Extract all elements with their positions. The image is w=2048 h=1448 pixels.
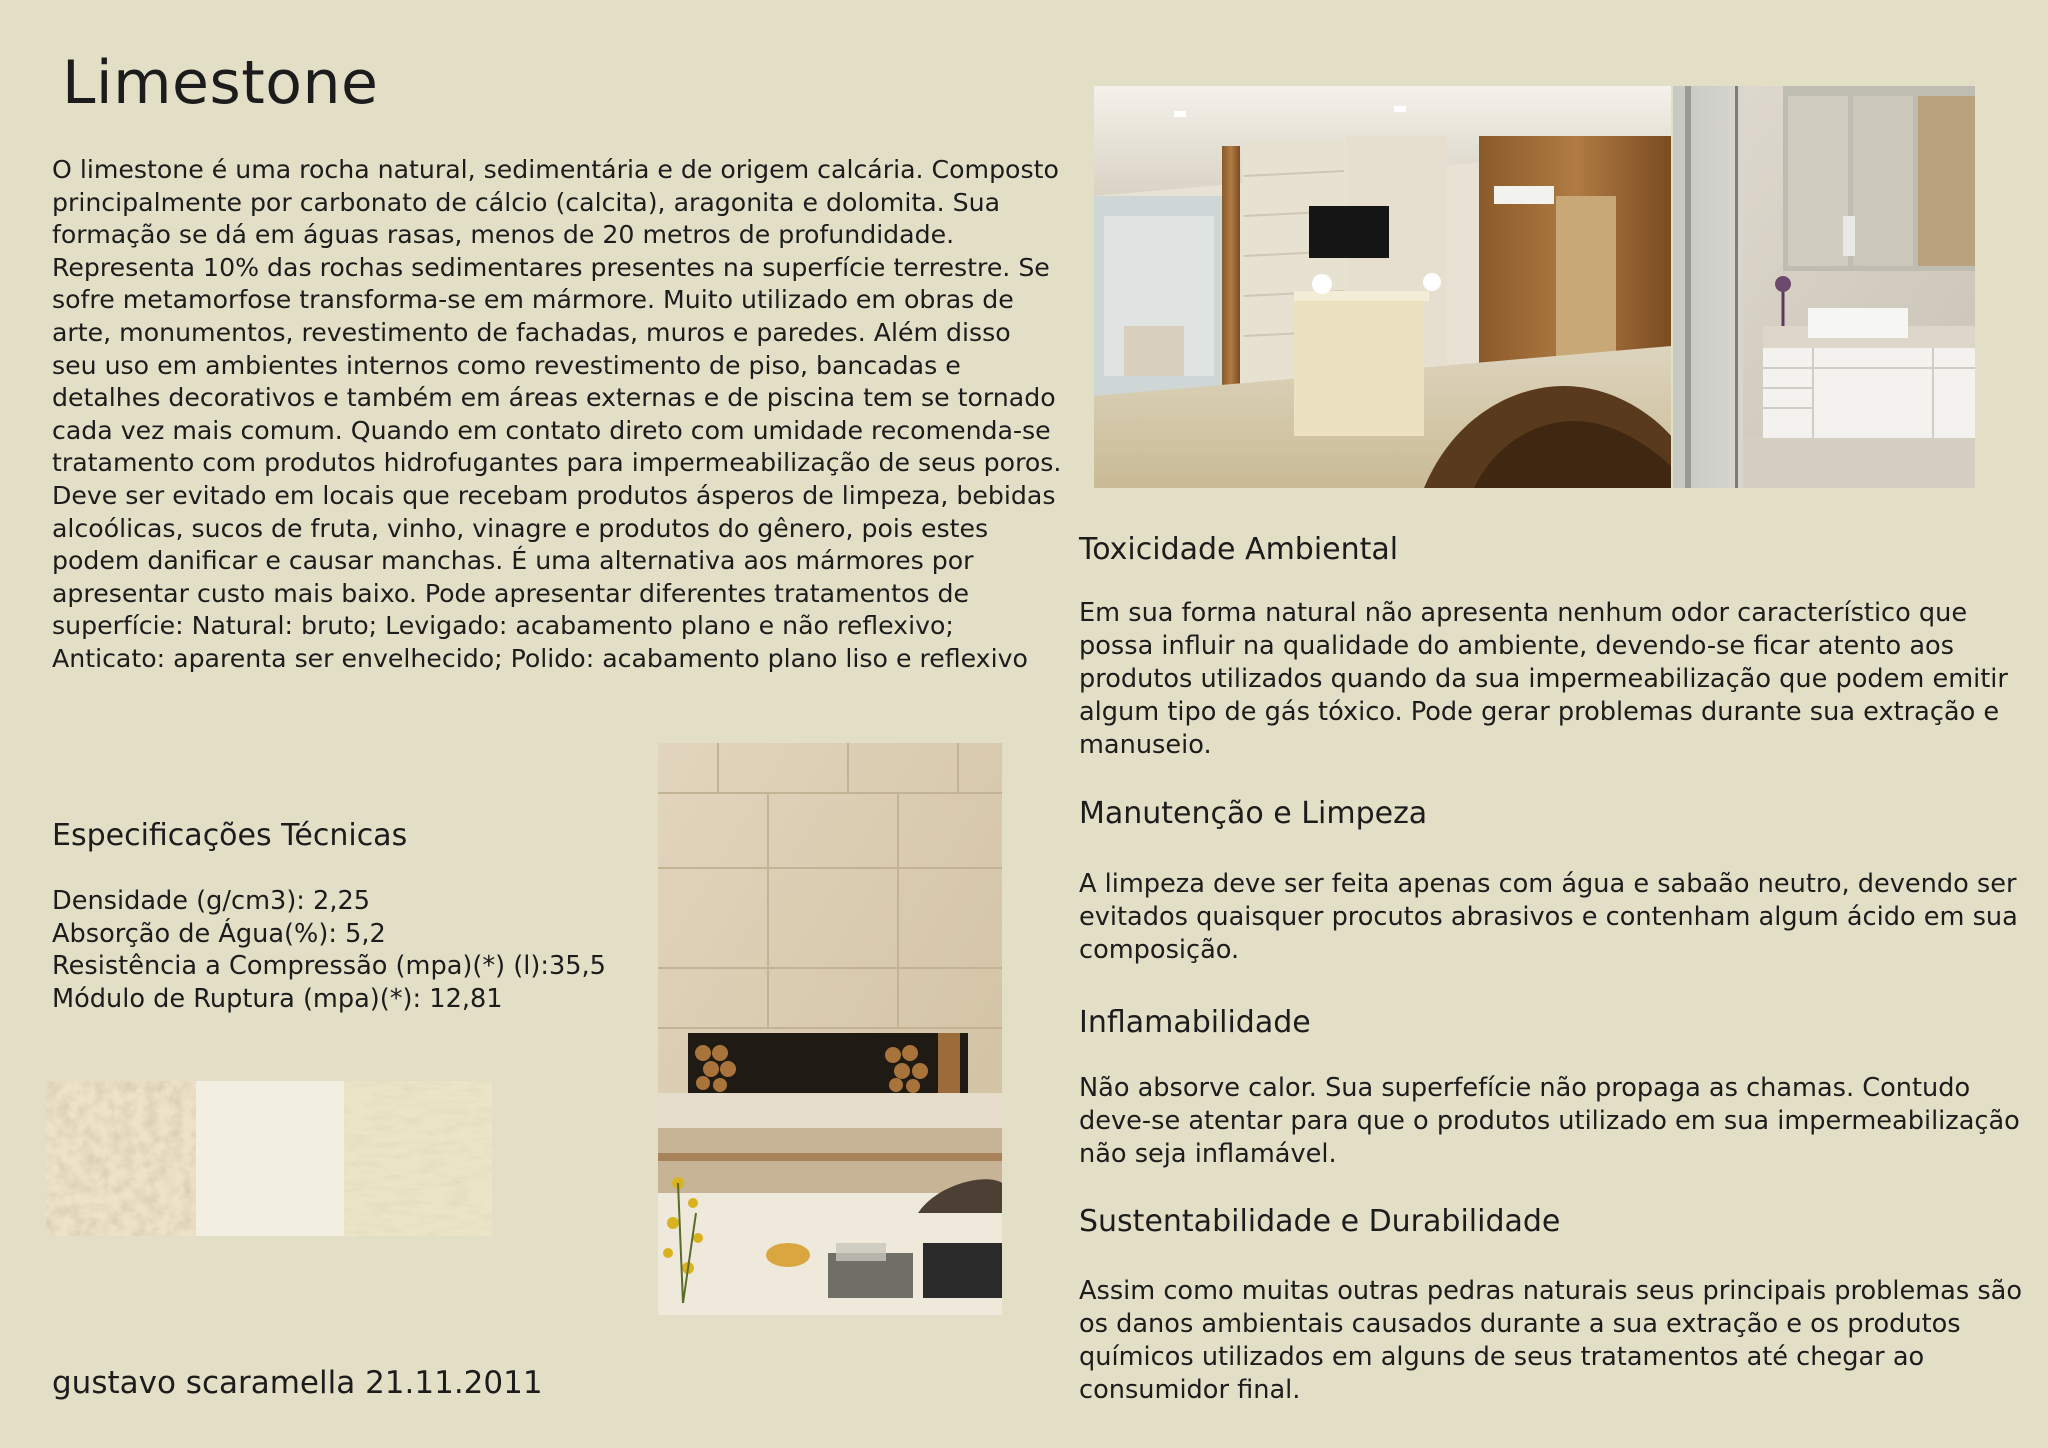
sustainability-text: Assim como muitas outras pedras naturais seus principais problemas são os danos ambientais causados durante a sua extração e os produtos químicos utilizados em alguns de seus tratamentos até chegar ao consumidor final. (1079, 1276, 2023, 1405)
maintenance-title: Manutenção e Limpeza (1079, 796, 1428, 831)
maintenance-text: A limpeza deve ser feita apenas com água e sabaão neutro, devendo ser evitados quaisquer procutos abrasivos e contenham algum ácido em sua composição. (1079, 869, 2018, 965)
author-date: gustavo scaramella 21.11.2011 (52, 1365, 543, 1401)
specs-list (52, 885, 606, 1015)
intro-paragraph: O limestone é uma rocha natural, sedimentária e de origem calcária. Composto principalmente por carbonato de cálcio (calcita), aragonita e dolomita. Sua formação se dá em águas rasas, menos de 20 metros de profundidade. Representa 10% das rochas sedimentares presentes na superfície terrestre. Se sofre metamorfose transforma-se em mármore. Muito utilizado em obras de arte, monumentos, revestimento de fachadas, muros e paredes. Além disso seu uso em ambientes internos como revestimento de piso, bancadas e detalhes decorativos e também em áreas externas e de piscina tem se tornado cada vez mais comum. Quando em contato direto com umidade recomenda-se tratamento com produtos hidrofugantes para impermeabilização de seus poros. Deve ser evitado em locais que recebam produtos ásperos de limpeza, bebidas alcoólicas, sucos de fruta, vinho, vinagre e produtos do gênero, pois estes podem danificar e causar manchas. É uma alternativa aos mármores por apresentar custo mais baixo. Pode apresentar diferentes tratamentos de superfície: Natural: bruto; Levigado: acabamento plano e não reflexivo; Anticato: aparenta ser envelhecido; Polido: acabamento plano liso e reflexivo (52, 155, 1062, 673)
toxicity-text: Em sua forma natural não apresenta nenhum odor característico que possa influir na qualidade do ambiente, devendo-se ficar atento aos produtos utilizados quando da sua impermeabilização que podem emitir algum tipo de gás tóxico. Pode gerar problemas durante sua extração e manuseio. (1079, 598, 2008, 760)
page-title: Limestone (62, 48, 379, 118)
toxicity-title: Toxicidade Ambiental (1079, 532, 1399, 567)
flammability-text: Não absorve calor. Sua superfefície não propaga as chamas. Contudo deve-se atentar para que o produtos utilizado em sua impermeabilização não seja inflamável. (1079, 1073, 2020, 1169)
specs-title: Especificações Técnicas (52, 818, 408, 853)
limestone-swatches (46, 1081, 492, 1236)
spec-water-absorption: Absorção de Água(%): 5,2 (52, 918, 386, 949)
spec-rupture-modulus: Módulo de Ruptura (mpa)(*): 12,81 (52, 983, 503, 1014)
spec-compression-resistance: Resistência a Compressão (mpa)(*) (l):35,5 (52, 951, 606, 981)
sustainability-title: Sustentabilidade e Durabilidade (1079, 1204, 1561, 1239)
fireplace-photo (658, 743, 1002, 1315)
flammability-title: Inflamabilidade (1079, 1005, 1311, 1040)
reception-photo (1094, 86, 1671, 488)
bathroom-photo (1673, 86, 1975, 488)
spec-density: Densidade (g/cm3): 2,25 (52, 886, 371, 916)
